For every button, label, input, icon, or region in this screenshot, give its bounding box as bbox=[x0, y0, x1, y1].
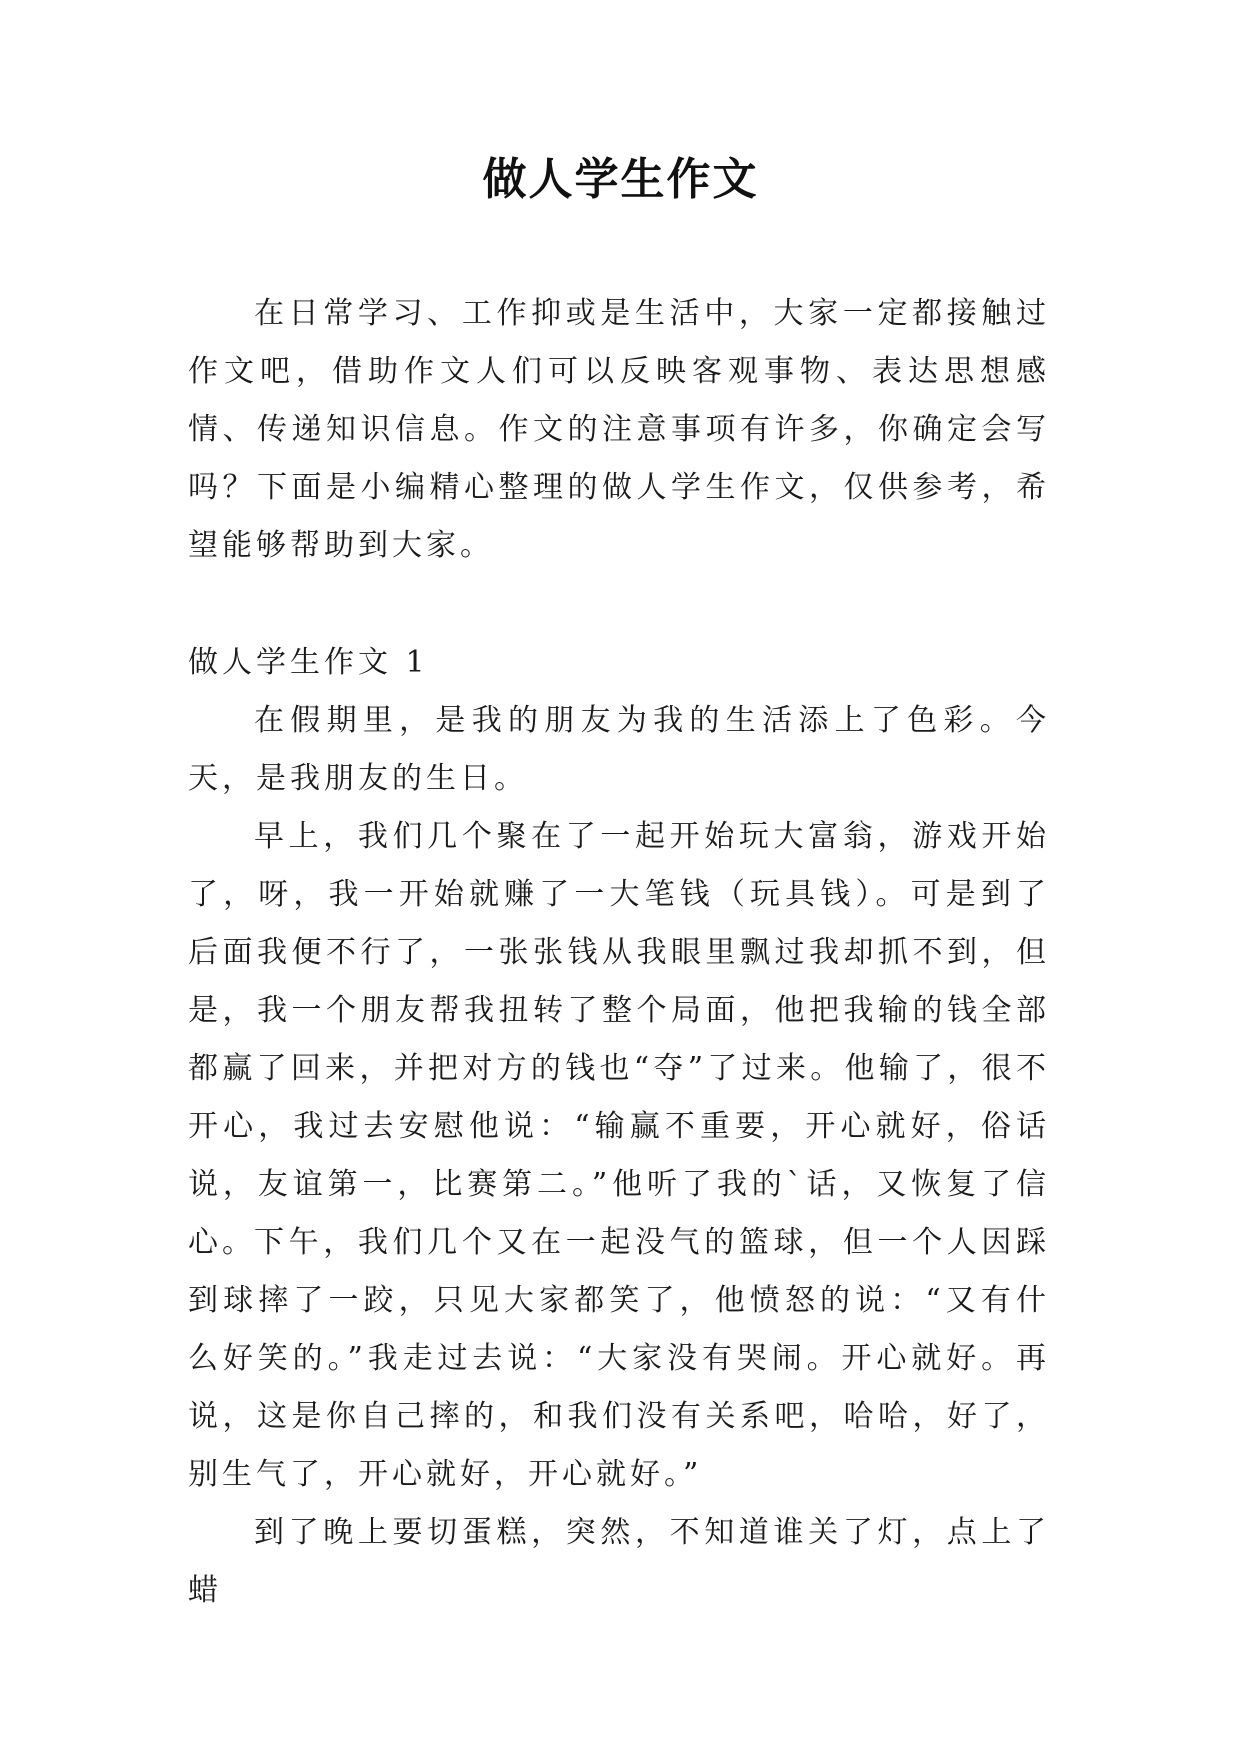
body-paragraph: 到了晚上要切蛋糕，突然，不知道谁关了灯，点上了蜡 bbox=[188, 1515, 1050, 1608]
body-paragraph: 早上，我们几个聚在了一起开始玩大富翁，游戏开始了，呀，我一开始就赚了一大笔钱（玩具钱）。可是到了后面我便不行了，一张张钱从我眼里飘过我却抓不到，但是，我一个朋友帮我扭转了整个局面，他把我输的钱全部都赢了回来，并把对方的钱也“夺”了过来。他输了，很不开心，我过去安慰他说：“输赢不重要，开心就好，俗话说，友谊第一，比赛第二。”他听了我的`话，又恢复了信心。 bbox=[188, 819, 1050, 1260]
document-title: 做人学生作文 bbox=[482, 154, 759, 205]
section-heading: 做人学生作文 1 bbox=[188, 645, 429, 680]
body-paragraph: 在假期里，是我的朋友为我的生活添上了色彩。今天，是我朋友的生日。 bbox=[188, 703, 1050, 796]
intro-paragraph: 在日常学习、工作抑或是生活中，大家一定都接触过作文吧，借助作文人们可以反映客观事物、表达思想感情、传递知识信息。作文的注意事项有许多，你确定会写吗？下面是小编精心整理的做人学生作文，仅供参考，希望能够帮助到大家。 bbox=[188, 296, 1050, 563]
body-paragraph: 下午，我们几个又在一起没气的篮球，但一个人因踩到球摔了一跤，只见大家都笑了，他愤怒的说：“又有什么好笑的。”我走过去说：“大家没有哭闹。开心就好。再说，这是你自己摔的，和我们没有关系吧，哈哈，好了，别生气了，开心就好，开心就好。” bbox=[188, 1225, 1050, 1492]
